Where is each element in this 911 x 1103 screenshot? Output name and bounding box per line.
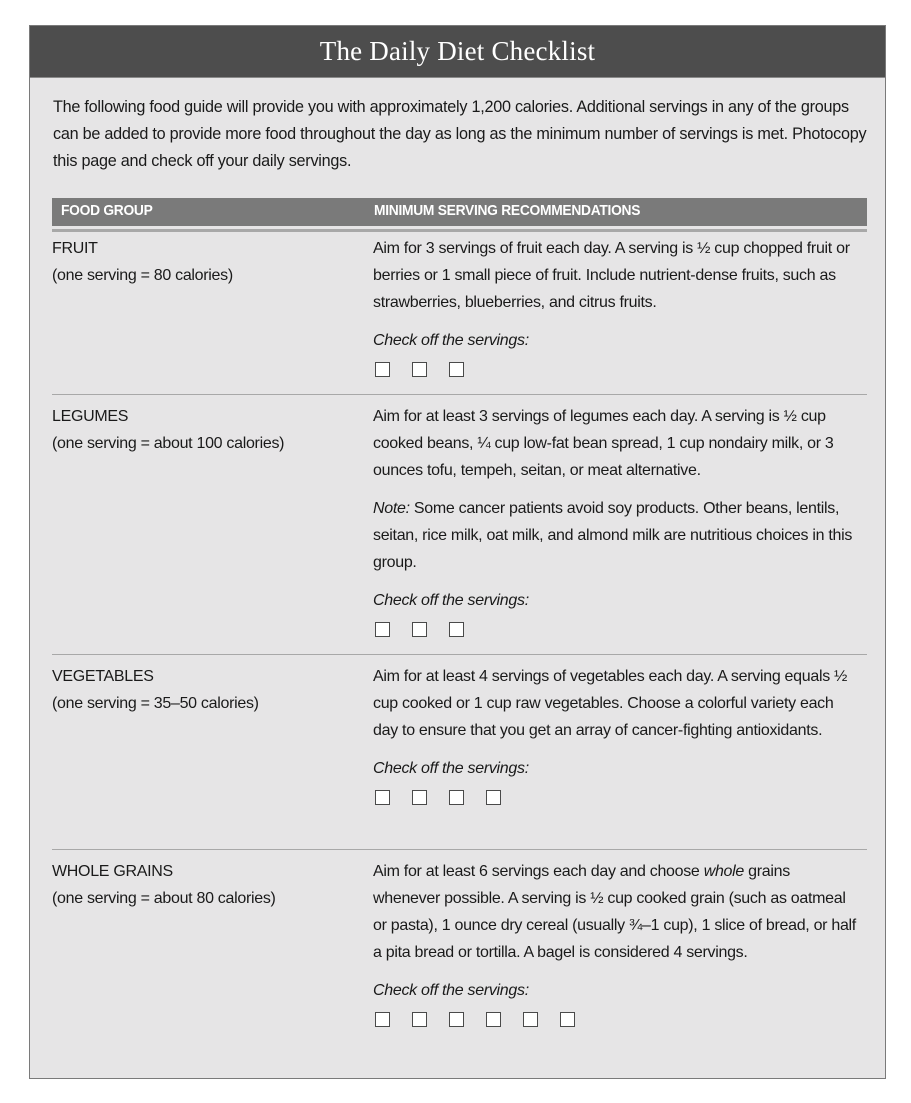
food-group-cell xyxy=(52,403,284,457)
serving-checkbox[interactable] xyxy=(375,622,390,637)
check-off-label: Check off the servings: xyxy=(373,760,529,777)
check-off-label: Check off the servings: xyxy=(373,592,529,609)
table-row-fruit xyxy=(52,235,867,395)
serving-checkbox[interactable] xyxy=(412,362,427,377)
recommendation-text xyxy=(373,858,858,966)
recommendation-note xyxy=(373,495,858,576)
header-recommendations: MINIMUM SERVING RECOMMENDATIONS xyxy=(374,202,641,219)
food-group-name: WHOLE GRAINS xyxy=(52,863,173,880)
table-row-vegetables xyxy=(52,663,867,850)
intro-paragraph: The following food guide will provide you with approximately 1,200 calories. Additional servings in any of the groups can be added to provide more food throughout the day as long as the minimum number of servings is met. Photocopy this page and check off your daily servings. xyxy=(53,98,867,170)
recommendation-cell xyxy=(373,235,858,377)
recommendation-text: Aim for at least 4 servings of vegetables each day. A serving equals ½ cup cooked or 1 cup raw vegetables. Choose a colorful variety each day to ensure that you get an array of cancer-fighting antioxidants. xyxy=(373,668,848,739)
table-row-whole-grains xyxy=(52,858,867,1068)
page-title: The Daily Diet Checklist xyxy=(319,36,596,66)
recommendation-cell xyxy=(373,858,858,1027)
serving-checkbox[interactable] xyxy=(560,1012,575,1027)
title-bar xyxy=(30,26,885,78)
serving-checkbox[interactable] xyxy=(449,622,464,637)
recommendation-text-start: Aim for at least 6 servings each day and choose xyxy=(373,863,704,880)
serving-checkboxes xyxy=(375,1012,858,1027)
food-group-cell xyxy=(52,663,259,717)
food-group-name: FRUIT xyxy=(52,240,98,257)
serving-checkboxes xyxy=(375,622,858,637)
serving-checkboxes xyxy=(375,362,858,377)
recommendation-text-end: grains whenever possible. A serving is ½ cup cooked grain (such as oatmeal or pasta), 1 ounce dry cereal (usually ¾–1 cup), 1 slice of bread, or half a pita bread or tortilla. A bagel is considered 4 servings. xyxy=(373,863,856,961)
food-group-name: LEGUMES xyxy=(52,408,129,425)
recommendation-cell xyxy=(373,403,858,637)
note-label: Note: xyxy=(373,500,410,517)
food-group-cell xyxy=(52,858,276,912)
note-text: Some cancer patients avoid soy products. Other beans, lentils, seitan, rice milk, oat milk, and almond milk are nutritious choices in this group. xyxy=(373,500,853,571)
food-group-serving: (one serving = about 100 calories) xyxy=(52,435,285,452)
serving-checkbox[interactable] xyxy=(486,790,501,805)
check-off-label: Check off the servings: xyxy=(373,982,529,999)
food-group-serving: (one serving = 35–50 calories) xyxy=(52,695,259,712)
food-group-serving: (one serving = about 80 calories) xyxy=(52,890,276,907)
check-off-label: Check off the servings: xyxy=(373,332,529,349)
serving-checkbox[interactable] xyxy=(412,790,427,805)
recommendation-emphasis: whole xyxy=(703,863,744,880)
recommendation-text: Aim for 3 servings of fruit each day. A serving is ½ cup chopped fruit or berries or 1 small piece of fruit. Include nutrient-dense fruits, such as strawberries, blueberries, and citrus fruits. xyxy=(373,240,850,311)
table-row-legumes xyxy=(52,403,867,655)
serving-checkbox[interactable] xyxy=(375,362,390,377)
food-group-name: VEGETABLES xyxy=(52,668,154,685)
serving-checkbox[interactable] xyxy=(486,1012,501,1027)
serving-checkbox[interactable] xyxy=(449,1012,464,1027)
serving-checkbox[interactable] xyxy=(412,622,427,637)
serving-checkbox[interactable] xyxy=(412,1012,427,1027)
serving-checkbox[interactable] xyxy=(449,790,464,805)
serving-checkbox[interactable] xyxy=(523,1012,538,1027)
food-group-cell xyxy=(52,235,233,289)
serving-checkbox[interactable] xyxy=(375,790,390,805)
diet-checklist-card xyxy=(29,25,886,1079)
recommendation-cell xyxy=(373,663,858,805)
header-food-group: FOOD GROUP xyxy=(61,202,153,219)
recommendation-text: Aim for at least 3 servings of legumes each day. A serving is ½ cup cooked beans, ¼ cup low-fat bean spread, 1 cup nondairy milk, or 3 ounces tofu, tempeh, seitan, or meat alternative. xyxy=(373,408,834,479)
serving-checkbox[interactable] xyxy=(375,1012,390,1027)
serving-checkbox[interactable] xyxy=(449,362,464,377)
serving-checkboxes xyxy=(375,790,858,805)
food-group-serving: (one serving = 80 calories) xyxy=(52,267,233,284)
table-header xyxy=(52,198,867,229)
